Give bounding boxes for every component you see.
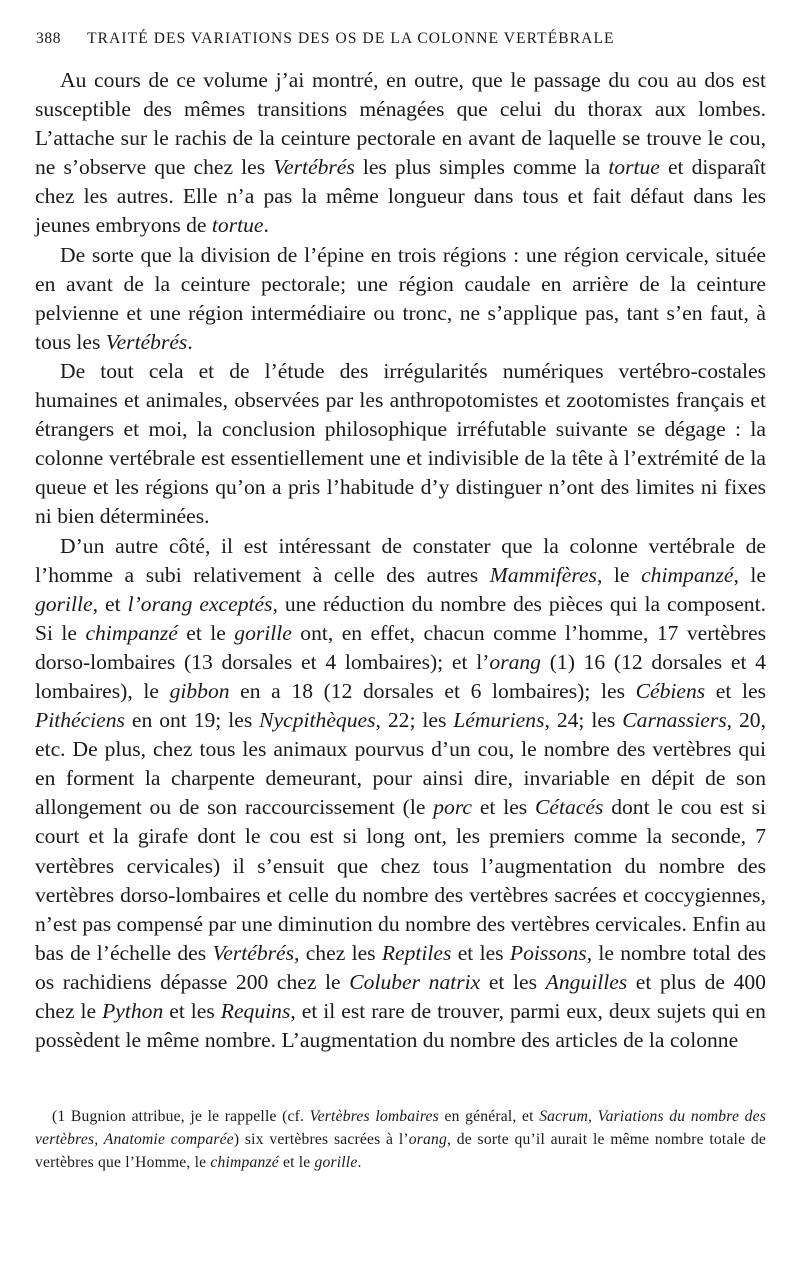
text-run: et le (177, 620, 235, 645)
text-run: , une réduction du nombre des pièces qui la composent. Si le (35, 591, 766, 645)
text-run: dont le cou est si court et la girafe dont le cou est si long ont, les premiers comme la seconde, 7 vertèbres cervicales) il s’ensuit que chez tous l’augmentation du nombre des vertèbres dorso-lombaires et celle du nombre des vertèbres sacrées et coccygiennes, n’est pas compensé par une diminution du nombre des vertèbres cervicales. Enfin au bas de l’échelle des (35, 795, 766, 965)
text-run: . (187, 329, 193, 354)
italic-run: l’orang exceptés (127, 591, 273, 616)
text-run: et les (472, 795, 536, 820)
italic-run: Vertébrés (212, 940, 295, 965)
text-run: , de sorte qu’il aurait le même nombre totale de vertèbres que l’Homme, le (35, 1131, 766, 1171)
text-run: ont, en effet, chacun comme l’homme, 17 vertèbres dorso-lombaires (13 dorsales et 4 lombaires); et l’ (35, 620, 766, 674)
italic-run: tortue (211, 213, 264, 238)
text-run: en ont 19; les (124, 708, 260, 733)
italic-run: Python (102, 999, 164, 1023)
text-run: et plus de 400 chez le (35, 969, 766, 1023)
text-run: les plus simples comme la (354, 155, 609, 180)
text-run: et les (163, 999, 221, 1023)
italic-run: Sacrum, Variations du nombre des vertèbres, Anatomie comparée (35, 1108, 767, 1148)
text-run: , 22; les (375, 708, 454, 733)
running-title: TRAITÉ DES VARIATIONS DES OS DE LA COLONNE VERTÉBRALE (87, 30, 615, 47)
italic-run: Lémuriens (453, 708, 545, 733)
text-run: , et il est rare de trouver, parmi eux, deux sujets qui en possèdent le même nombre. L’augmentation du nombre des articles de la colonne (35, 999, 766, 1053)
text-run: . (263, 213, 269, 238)
italic-run: chimpanzé (641, 562, 734, 587)
italic-run: Mammifères (489, 562, 597, 587)
paragraph (35, 66, 766, 241)
text-run: , le nombre total des os rachidiens dépasse 200 chez le (35, 940, 766, 994)
paragraph (35, 532, 766, 1056)
italic-run: Vertèbres lombaires (309, 1108, 439, 1125)
italic-run: gorille (35, 591, 93, 616)
footnote (35, 1105, 766, 1174)
text-run: , le (733, 562, 766, 587)
text-run: Au cours de ce volume j’ai montré, en outre, que le passage du cou au dos est susceptible des mêmes transitions ménagées que celui du thorax aux lombes. L’attache sur le rachis de la ceinture pectorale en avant de laquelle se trouve le cou, ne s’observe que chez les (35, 68, 766, 180)
running-header (36, 30, 764, 48)
text-run: , le (596, 562, 642, 587)
text-run: , et (92, 591, 128, 616)
italic-run: gorille (314, 1154, 358, 1171)
italic-run: orang (408, 1131, 448, 1148)
italic-run: Pithéciens (35, 708, 125, 733)
text-run: en a 18 (12 dorsales et 6 lombaires); les (229, 678, 636, 703)
italic-run: porc (433, 795, 473, 820)
italic-run: Cébiens (635, 678, 706, 703)
italic-run: Reptiles (381, 940, 452, 965)
italic-run: Poissons (509, 940, 587, 965)
text-run: , chez les (294, 940, 382, 965)
text-run: . (357, 1154, 362, 1171)
body-text (35, 66, 766, 1055)
italic-run: Vertébrés (273, 155, 355, 180)
italic-run: Cétacés (535, 795, 604, 820)
italic-run: chimpanzé (85, 620, 178, 645)
text-run: (1 Bugnion attribue, je le rappelle (cf. (52, 1108, 310, 1125)
italic-run: tortue (608, 155, 660, 180)
footnote-text (35, 1105, 766, 1174)
text-run: ) six vertèbres sacrées à l’ (233, 1131, 409, 1148)
italic-run: chimpanzé (210, 1154, 279, 1171)
italic-run: gorille (234, 620, 292, 645)
text-run: De tout cela et de l’étude des irrégularités numériques vertébro-costales humaines et animales, observées par les anthropotomistes et zootomistes français et étrangers et moi, la conclusion philosophique irréfutable suivante se dégage : la colonne vertébrale est essentiellement une et indivisible de la tête à l’extrémité de la queue et les régions qu’on a pris l’habitude d’y distinguer n’ont des limites ni fixes ni bien déterminées. (35, 358, 766, 529)
text-run: et le (278, 1154, 315, 1171)
page-number: 388 (36, 30, 62, 47)
text-run: , 20, etc. De plus, chez tous les animaux pourvus d’un cou, le nombre des vertèbres qui en forment la charpente demeurant, pour ainsi dire, invariable en dépit de son allongement ou de son raccourcissement (le (35, 708, 766, 820)
text-run: et les (451, 940, 510, 965)
italic-run: Coluber natrix (349, 969, 481, 994)
text-run: (1) 16 (12 dorsales et 4 lombaires), le (35, 649, 766, 703)
italic-run: Nycpithèques (259, 708, 376, 733)
text-run: et les (480, 969, 546, 994)
italic-run: gibbon (169, 678, 230, 703)
italic-run: orang (489, 649, 541, 674)
italic-run: Requins (220, 999, 291, 1023)
text-run: et disparaît chez les autres. Elle n’a pas la même longueur dans tous et fait défaut dans les jeunes embryons de (35, 155, 766, 238)
paragraph (35, 241, 766, 357)
text-run: et les (705, 678, 766, 703)
italic-run: Vertébrés (105, 329, 188, 354)
italic-run: Anguilles (545, 969, 628, 994)
text-run: De sorte que la division de l’épine en trois régions : une région cervicale, située en avant de la ceinture pectorale; une région caudale en arrière de la ceinture pelvienne et une région intermédiaire ou tronc, ne s’applique pas, tant s’en faut, à tous les (35, 242, 766, 354)
italic-run: Carnassiers (622, 708, 727, 733)
text-run: en général, et (438, 1108, 540, 1125)
text-run: , 24; les (544, 708, 623, 733)
text-run: D’un autre côté, il est intéressant de constater que la colonne vertébrale de l’homme a subi relativement à celle des autres (35, 533, 766, 587)
paragraph (35, 357, 766, 532)
